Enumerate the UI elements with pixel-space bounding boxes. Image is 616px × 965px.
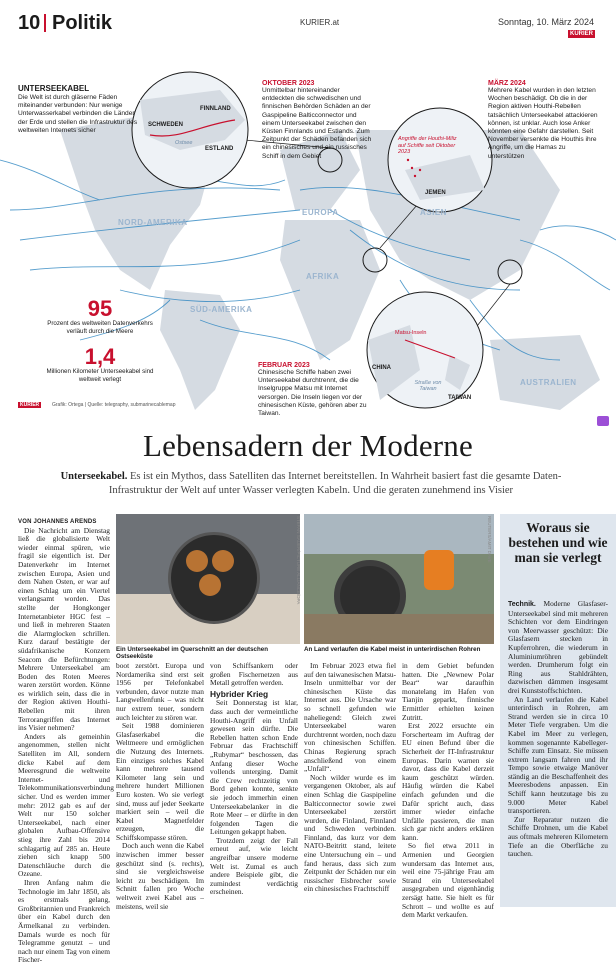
paragraph: in dem Gebiet befunden hatten. Die „Newnew Polar Bear“ war daraufhin monatelang im Hafen von Tianjin geparkt, finnische Ermittler erhielten keinen Zutritt. [402, 661, 494, 722]
source-note: Grafik: Ortega | Quelle: telegraphy, submarinecablemap [52, 402, 176, 408]
region-label: NORD-AMERIKA [118, 218, 188, 227]
inset-label: TAIWAN [448, 395, 472, 401]
paragraph: Im Februar 2023 etwa fiel auf den taiwanesischen Matsu-Inseln unmittelbar vor der chinesischen Küste das Internet aus. Die Ursache war so schnell gefunden wie naheliegend: Gleich zwei Unterseekabel waren durchtrennt worden, noch dazu von chinesischen Schiffen. Chinas Regierung sprach anschließend von einem „Unfall“. [304, 661, 396, 774]
region-label: ASIEN [420, 208, 447, 217]
inset-note: Straße von Taiwan [414, 380, 442, 392]
inset-label: Ostsee [175, 140, 193, 146]
paragraph: Zur Reparatur nutzen die Schiffe Drohnen, um die Kabel aus oftmals mehreren Kilometern Tiefe an die Oberfläche zu tauchen. [508, 814, 608, 859]
paragraph: boot zerstört. Europa und Nordamerika sind erst seit 1956 per Telefonkabel verbunden, davor nutzte man Langwellenfunk – was nicht nur extrem teuer, sondern auch leichter zu stören war. [116, 661, 204, 722]
inset-label: Matsu-Inseln [395, 330, 427, 336]
article-column-4 [304, 662, 396, 907]
paragraph: Seit Donnerstag ist klar, dass auch der vermeintliche Houthi-Angriff ein Unfall gewesen sein dürfte. Die Rebellen hatten schon Ende Februar das Frachtschiff „Rubymar“ beschossen, das Anfang dieser Woche vollends unterging. Damit die Crew rechtzeitig von Bord gehen konnte, senkte sie jedoch immerhin einen Unterseekabelanker in die Rote Meer – er dürfte in den folgenden Tagen die Leitungen gekappt haben. [210, 698, 298, 837]
comment-icon[interactable] [597, 416, 609, 426]
lead-text: Es ist ein Mythos, dass Satelliten das Internet bereitstellen. In Wahrheit basiert fast die gesamte Daten-Infrastruktur der Welt auf unter Wasser verlegten Kabeln. Und die geraten zunehmend ins Visier [108, 471, 562, 496]
page-number: 10 [18, 12, 41, 34]
paragraph: Noch wilder wurde es im vergangenen Oktober, als auf einen Schlag die Gaspipeline Balticconnector sowie zwei Unterseekabel zerstört wurden, die Finland, Finnland und Schweden verbinden. Finnland, das kurz vor dem NATO-Beitritt stand, leitete eine Untersuchung ein – und fand heraus, dass sich zum Zeitpunkt der Schäden nur ein russischer Eisbrecher sowie ein chinesisches Frachtschiff [304, 772, 396, 894]
photo-credit: REUTERS/AMIT DAVE [487, 516, 492, 563]
byline: VON JOHANNES ARENDS [18, 519, 97, 525]
paragraph: Doch auch wenn die Kabel inzwischen immer besser geschützt sind (s. rechts), sind sie vergleichsweise leicht zu beschädigen. Im Schnitt fallen pro Woche weltweit zwei Kabel aus – meistens, weil sie [116, 841, 204, 911]
stat-label: Prozent des weltweiten Datenverkehrs verläuft durch die Meere [47, 320, 153, 335]
photo-cable-cross-section [116, 514, 300, 644]
site-name: KURIER.at [300, 18, 340, 27]
article-column-1 [18, 518, 114, 965]
section-title: Politik [52, 12, 113, 34]
map-title: UNTERSEEKABEL [18, 84, 90, 93]
sidebar-kicker: Technik. [508, 601, 536, 608]
inset-label: CHINA [372, 365, 391, 371]
event-text: Mehrere Kabel wurden in den letzten Wochen beschädigt. Ob die in der Region aktiven Houthi-Rebellen tatsächlich Unterseekabel attackieren können, ist unklar. Auch lose Anker könnten eine Gefahr darstellen. Seit November versenkte die Houthis ihre Angriffe, um die Hamas zu unterstützen [488, 87, 598, 160]
stat-traffic [40, 298, 160, 335]
lead-kicker: Unterseekabel. [60, 471, 128, 482]
region-label: SÜD-AMERIKA [190, 305, 253, 314]
map-intro: Die Welt ist durch gläserne Fäden miteinander verbunden: Nur wenige Unterwasserkabel verbinden die Länder der Erde und stellen die Infrastruktur des weltweiten Internets sicher [18, 94, 138, 134]
cable-map-graphic [0, 40, 616, 420]
inset-label: JEMEN [425, 190, 446, 196]
photo-cable-pipes [304, 514, 494, 644]
event-title: FEBRUAR 2023 [258, 362, 310, 369]
issue-date: Sonntag, 10. März 2024 [498, 17, 595, 27]
article-column-5 [402, 661, 494, 920]
article-headline: Lebensadern der Moderne [143, 428, 473, 463]
paragraph: Anders als gemeinhin angenommen, stellen nicht Satelliten im All, sondern dicke Kabel auf dem Meeresgrund die weltweite Internet- und Telekommunikationsverbindung sicher. Und es werden immer mehr: 2012 gab es auf der Welt nur 150 solcher Unterseekabel, nach einer globalen Aufbau-Offensive stieg ihre Zahl bis 2014 schlagartig auf 285 an. Heute ziehen sich knapp 500 Datenschläuche durch die Ozeane. [18, 731, 114, 879]
page-header [0, 0, 616, 40]
region-label: AUSTRALIEN [520, 378, 577, 387]
source-badge: KURIER [20, 402, 40, 408]
article-column-3 [210, 662, 298, 907]
australia-shape [490, 335, 600, 410]
paragraph: Ihren Anfang nahm die Technologie im Jahr 1850, als es erstmals gelang, Großbritannien und Frankreich über ein Kabel durch den Ärmelkanal zu verbinden. Damals wurde es noch für Telegramme genutzt – und nach nur einem Tag von einem Fischer- [18, 877, 110, 965]
event-text: Chinesische Schiffe haben zwei Unterseekabel durchtrennt, die die Inselgruppe Matsu mit Internet versorgen. Die Inseln liegen vor der chinesischen Küste, gehören aber zu Taiwan. [258, 369, 367, 418]
region-label: AFRIKA [306, 272, 340, 281]
photo-caption: An Land verlaufen die Kabel meist in unterirdischen Rohren [304, 646, 481, 653]
photo-credit: STEFAN SAUER/PICTURE ALLIANCE/DPA [296, 516, 301, 605]
event-title: OKTOBER 2023 [262, 80, 315, 87]
inset-label: FINNLAND [200, 106, 231, 112]
event-box-oct-2023 [262, 80, 372, 161]
stat-value: 1,4 [84, 344, 116, 369]
paragraph: Seit 1988 dominieren Glasfaserkabel die Weltmeere und ermöglichen die Nutzung des Internets. Ein einziges solches Kabel kann mehrere tausend Kilometer lang sein und mehrere hundert Millionen Euro kosten. Wo sie verlegt sind, muss auf jeder Seekarte markiert sein – weil die Kabel Magnetfelder erzeugen, die Schiffskompasse stören. [116, 721, 204, 842]
inset-label: SCHWEDEN [148, 122, 184, 128]
region-label: EUROPA [302, 208, 339, 217]
paragraph: Trotzdem zeigt der Fall erneut auf, wie leicht angreifbar unsere moderne Welt ist. Zumal es auch andere Beispiele gibt, die zumindest verdächtig erscheinen. [210, 835, 298, 897]
paragraph: von Schiffsankern oder großen Fischernetzen aus Metall getroffen werden. [210, 661, 298, 688]
paragraph: Moderne Glasfaser-Unterseekabel sind mit mehreren Schichten vor dem Eindringen von Meerwasser geschützt: Die Glasfasern stecken in Kupferrohren, die wiederum in Aluminiumröhren gebündelt werden. Drumherum folgt ein Ring aus Stahldrähten, dazwischen dämmen insgesamt drei Kunststoffschichten. [508, 599, 608, 695]
event-box-feb-2023 [258, 362, 378, 418]
stat-length [40, 346, 160, 383]
photo-caption: Ein Unterseekabel im Querschnitt an der deutschen Ostseeküste [116, 646, 268, 660]
article-column-2 [116, 661, 204, 911]
event-title: MÄRZ 2024 [488, 80, 526, 87]
section-divider [44, 14, 46, 32]
kurier-logo: KURIER [570, 31, 594, 37]
article-lead [56, 470, 566, 498]
inset-label: ESTLAND [205, 146, 234, 152]
inset-note: Angriffe der Houthi-Miliz auf Schiffe seit Oktober 2023 [398, 136, 457, 155]
event-box-mar-2024 [488, 80, 600, 161]
paragraph: So fiel etwa 2011 in Armenien und Georgien wundersam das Internet aus, weil eine 75-jährige Frau am Strand ein Unterseekabel ausgegraben und eigenhändig zersägt hatte. Sie hielt es für Schrott – und wollte es auf dem Markt verkaufen. [402, 841, 494, 920]
sidebar-title: Woraus sie bestehen und wie man sie verlegt [508, 520, 608, 565]
stat-label: Millionen Kilometer Unterseekabel sind weltweit verlegt [46, 368, 154, 383]
paragraph: Erst 2022 ersuchte ein Forscherteam im Auftrag der EU einen Befund über die Sicherheit der IT-Infrastruktur Europas. Darin warnen sie davor, dass die Kabel derzeit kaum geschützt würden. Häufig würden die Kabel einfach gefunden und die Dafür spricht auch, dass immer wieder einfache Unfälle passieren, die man sich gar nicht anders erklären kann. [402, 721, 494, 842]
sidebar-body [508, 600, 608, 900]
event-text: Unmittelbar hintereinander entdeckten die schwedischen und finnischen Behörden Schäden an der Gaspipeline Balticconnector und einem Unterseekabel zwischen den Küsten Finnlands und Estlands. Zum Zeitpunkt der Schäden befanden sich ein chinesisches und ein russisches Schiff in dem Gebiet [262, 87, 372, 160]
subheading: Hybrider Krieg [210, 688, 269, 699]
stat-value: 95 [87, 296, 113, 321]
paragraph: An Land verlaufen die Kabel unterirdisch in Rohren, am Strand werden sie in circa 10 Meter Tiefe vergraben. Um die Kabel im Meer zu verlegen, kommen sogenannte Kabelleger-Schiffe zum Einsatz. Sie müssen extrem langsam fahren und ihr Tempo sowie etwaige Manöver ständig an die Beschaffenheit des Meeresbodens anpassen. Ein Schiff kann heutzutage bis zu 9.000 Meter Kabel transportieren. [508, 694, 608, 816]
sidebar-box [500, 514, 616, 907]
paragraph: Die Nachricht am Dienstag ließ die globalisierte Welt wieder einmal spüren, wie fragil sie eigentlich ist. Der Datenverkehr im Internet zwischen Europa, Asien und dem Nahen Osten, er war auf einen Schlag um ein Viertel verlangsamt worden. Das stellte der Hongkonger Internetanbieter HGC fest – und ließ in mehreren Staaten die Alarmglocken schrillen. Kurz darauf bestätigte der südafrikanische Konzern Seacom die Befürchtungen: Mehrere Unterseekabel am Boden des Roten Meeres waren zerstört worden. Könne es wirklich sein, dass die in der Region aktiven Houthi-Rebellen mit ihren Terrorangriffen das Internet ins Visier nehmen? [18, 525, 110, 733]
